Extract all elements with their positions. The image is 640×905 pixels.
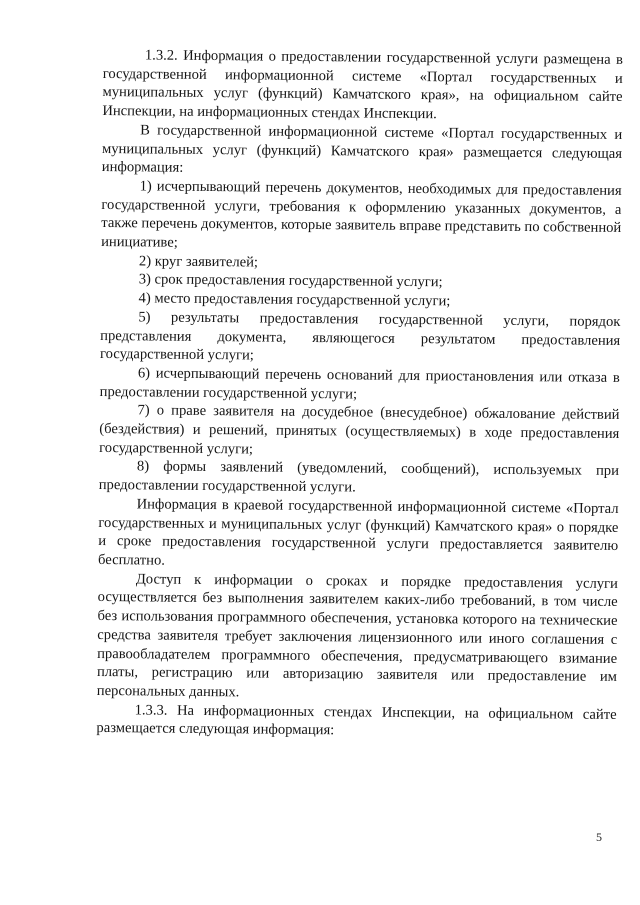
paragraph-access-info: Доступ к информации о сроках и порядке предоставления услуги осуществляется без выполнения заявителем каких-либо требований, в том числе без использования программного обеспечения, установка которого на технические средства заявителя требует заключения лицензионного или иного соглашения с правообладателем программного обеспечения, предусматривающего взимание платы, регистрацию или авторизацию заявителя или предоставление им персональных данных. [96,571,618,701]
paragraph-free-info: Информация в краевой государственной информационной системе «Портал государственных и муниципальных услуг (функций) Камчатского края» о порядке и сроке предоставления государственной услуги предоставляется заявителю бесплатно. [97,496,619,569]
list-item-2: 2) круг заявителей; [138,253,259,271]
document-body [96,46,623,743]
paragraph-1-3-2: 1.3.2. Информация о предоставлении государственной услуги размещена в государственной информационной системе «Портал государственных и муниципальных услуг (функций) Камчатского края», на официальном сайте Инспекции, на информационных стендах Инспекции. [102,47,623,123]
paragraph-portal-info: В государственной информационной системе «Портал государственных и муниципальных услуг (функций) Камчатского края» размещается следующая информация: [101,122,623,176]
list-item-7: 7) о праве заявителя на досудебное (внесудебное) обжалование действий (бездействия) и решений, принятых (осуществляемых) в ходе предоставления государственной услуги; [99,402,620,458]
paragraph-1-3-3: 1.3.3. На информационных стендах Инспекции, на официальном сайте размещается следующая информация: [96,701,617,739]
list-item-8: 8) формы заявлений (уведомлений, сообщений), используемых при предоставлении государственной услуги. [98,458,620,496]
page-number: 5 [596,830,602,844]
list-item-4: 4) место предоставления государственной услуги; [138,290,451,310]
list-item-5: 5) результаты предоставления государственной услуги, порядок представления документа, являющегося результатом предоставления государственной услуги; [99,309,621,364]
list-item-1: 1) исчерпывающий перечень документов, необходимых для предоставления государственной услуги, требования к оформлению указанных документов, а также перечень документов, которые заявитель вправе представить по собственной инициативе; [101,178,622,251]
list-item-3: 3) срок предоставления государственной услуги; [138,271,443,291]
list-item-6: 6) исчерпывающий перечень оснований для приостановления или отказа в предоставлении государственной услуги; [99,365,620,403]
